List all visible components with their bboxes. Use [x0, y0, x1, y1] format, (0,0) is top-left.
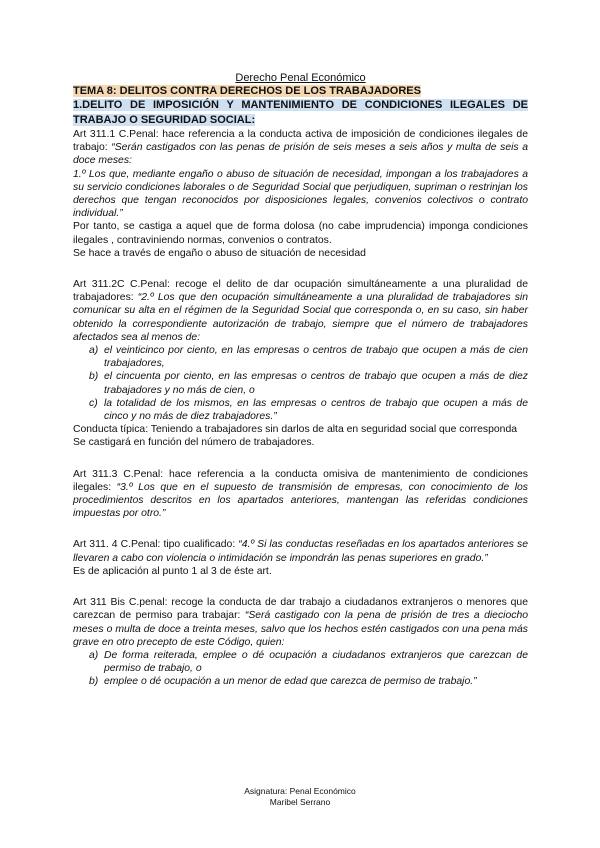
- list-item: b) emplee o dé ocupación a un menor de edad que carezca de permiso de trabajo.”: [89, 676, 477, 688]
- list-item: a) el veinticinco por ciento, en las empresas o centros de trabajo que ocupen a más de cien trabajadores,: [89, 345, 528, 370]
- article-311-4: Art 311. 4 C.Penal: tipo cualificado: “4.º Si las conductas reseñadas en los apartados anteriores se llevaren a cabo con violencia o intimidación se impondrán las penas superiores en grado.”: [73, 539, 528, 564]
- article-311-1: Art 311.1 C.Penal: hace referencia a la conducta activa de imposición de condiciones ilegales de trabajo: “Serán castigados con las penas de prisión de seis meses a seis años y multa de seis a doce meses:: [73, 129, 529, 167]
- article-311-2-list: [73, 344, 528, 423]
- paragraph: Se castigará en función del número de trabajadores.: [73, 437, 315, 449]
- article-311-bis-list: [73, 649, 528, 689]
- article-311-2: Art 311.2C C.Penal: recoge el delito de dar ocupación simultáneamente a una pluralidad de trabajadores: “2.º Los que den ocupación simultáneamente a una pluralidad de trabajadores sin comunicar su alta en el régimen de la Seguridad Social que corresponda o, en su caso, sin haber obtenido la correspondiente autorización de trabajo, siempre que el número de trabajadores afectados sea al menos de:: [73, 279, 528, 343]
- topic-title: TEMA 8: DELITOS CONTRA DERECHOS DE LOS TRABAJADORES: [73, 85, 421, 97]
- paragraph: Por tanto, se castiga a aquel que de forma dolosa (no cabe imprudencia) imponga condiciones ilegales , contraviniendo normas, convenios o contratos.: [73, 221, 528, 246]
- page-footer: [0, 786, 600, 808]
- document-header: Derecho Penal Económico: [235, 72, 366, 84]
- article-311-bis: Art 311 Bis C.penal: recoge la conducta de dar trabajo a ciudadanos extranjeros o menores que carezcan de permiso para trabajar: “Será castigado con la pena de prisión de tres a dieciocho meses o multa de doce a treinta meses, salvo que los hechos estén castigados con una pena más grave en otro precepto de este Código, quien:: [73, 597, 528, 648]
- paragraph: Es de aplicación al punto 1 al 3 de éste art.: [73, 565, 272, 577]
- paragraph: Conducta típica: Teniendo a trabajadores sin darlos de alta en seguridad social que corresponda: [73, 424, 518, 436]
- footer-subject: Asignatura: Penal Económico: [244, 786, 356, 796]
- article-311-1-item: 1.º Los que, mediante engaño o abuso de situación de necesidad, impongan a los trabajadores a su servicio condiciones laborales o de Seguridad Social que perjudiquen, supriman o restrinjan los derechos que tengan reconocidos por disposiciones legales, convenios colectivos o contrato individual.”: [73, 168, 528, 220]
- list-item: a) De forma reiterada, emplee o dé ocupación a ciudadanos extranjeros que carezcan de permiso de trabajo, o: [89, 649, 528, 675]
- footer-author: Maribel Serrano: [269, 797, 331, 807]
- list-item: c) la totalidad de los mismos, en las empresas o centros de trabajo que ocupen a más de cinco y no más de diez trabajadores.”: [89, 397, 528, 423]
- paragraph: Se hace a través de engaño o abuso de situación de necesidad: [73, 247, 366, 259]
- document-page: [73, 72, 528, 689]
- list-item: b) el cincuenta por ciento, en las empresas o centros de trabajo que ocupen a más de diez trabajadores y no más de cien, o: [89, 371, 528, 396]
- section-heading: 1.DELITO DE IMPOSICIÓN Y MANTENIMIENTO DE CONDICIONES ILEGALES DE TRABAJO O SEGURIDAD SOCIAL:: [73, 99, 528, 126]
- article-311-3: Art 311.3 C.Penal: hace referencia a la conducta omisiva de mantenimiento de condiciones ilegales: “3.º Los que en el supuesto de transmisión de empresas, con conocimiento de los procedimientos descritos en los apartados anteriores, mantengan las referidas condiciones impuestas por otro.”: [73, 468, 529, 520]
